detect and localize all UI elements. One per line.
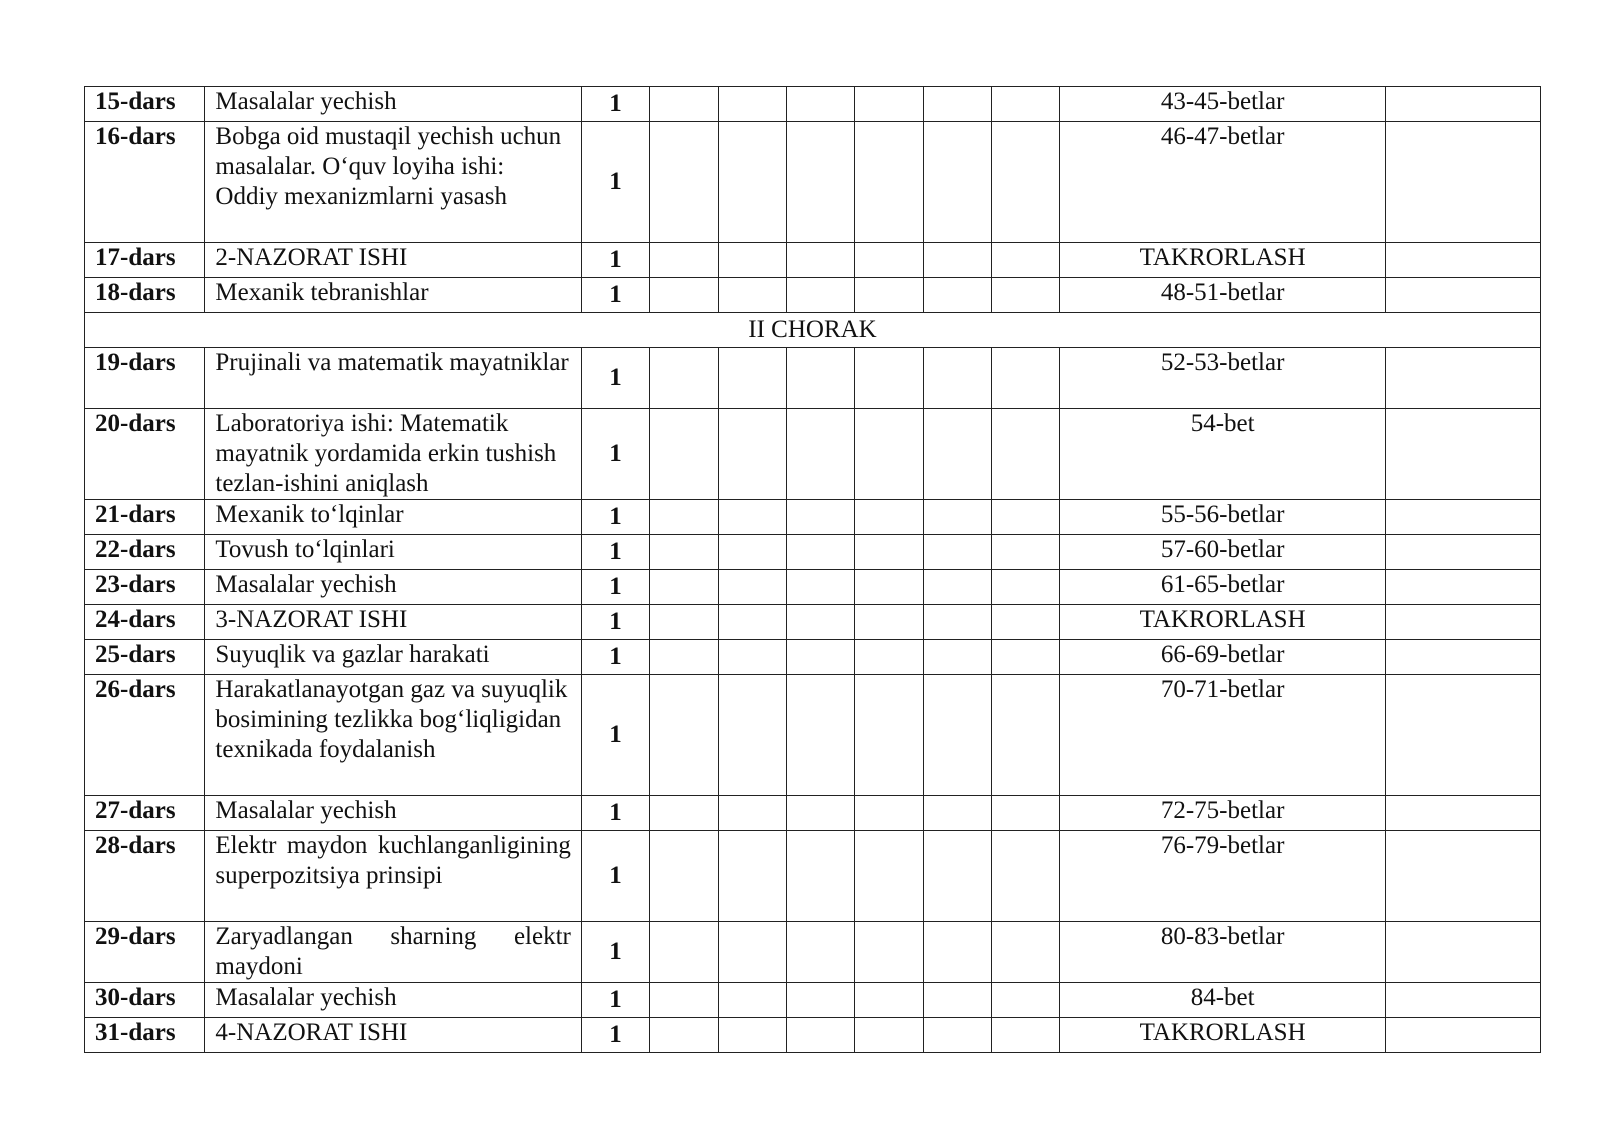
- hours-cell: 1: [581, 348, 649, 409]
- empty-date-cell: [786, 570, 854, 605]
- empty-date-cell: [718, 243, 786, 278]
- empty-date-cell: [923, 675, 991, 796]
- pages-cell: TAKRORLASH: [1060, 243, 1385, 278]
- empty-date-cell: [992, 640, 1060, 675]
- empty-date-cell: [923, 796, 991, 831]
- lesson-number-cell: 30-dars: [85, 983, 205, 1018]
- table-row: [85, 243, 1541, 278]
- notes-cell: [1385, 640, 1540, 675]
- lesson-topic-cell: Masalalar yechish: [205, 87, 581, 122]
- empty-date-cell: [650, 278, 718, 313]
- empty-date-cell: [923, 640, 991, 675]
- table-row: [85, 122, 1541, 243]
- notes-cell: [1385, 500, 1540, 535]
- empty-date-cell: [786, 348, 854, 409]
- hours-cell: 1: [581, 605, 649, 640]
- empty-date-cell: [923, 605, 991, 640]
- empty-date-cell: [992, 278, 1060, 313]
- empty-date-cell: [855, 675, 923, 796]
- empty-date-cell: [786, 1018, 854, 1053]
- empty-date-cell: [718, 409, 786, 500]
- empty-date-cell: [718, 640, 786, 675]
- pages-cell: 52-53-betlar: [1060, 348, 1385, 409]
- hours-cell: 1: [581, 500, 649, 535]
- empty-date-cell: [992, 605, 1060, 640]
- empty-date-cell: [923, 1018, 991, 1053]
- empty-date-cell: [992, 675, 1060, 796]
- pages-cell: 43-45-betlar: [1060, 87, 1385, 122]
- empty-date-cell: [650, 1018, 718, 1053]
- lesson-number-cell: 17-dars: [85, 243, 205, 278]
- lesson-topic-cell: Masalalar yechish: [205, 983, 581, 1018]
- table-row: [85, 535, 1541, 570]
- lesson-number-cell: 19-dars: [85, 348, 205, 409]
- empty-date-cell: [855, 278, 923, 313]
- lesson-number-cell: 26-dars: [85, 675, 205, 796]
- hours-cell: 1: [581, 87, 649, 122]
- empty-date-cell: [855, 640, 923, 675]
- lesson-topic-cell: Prujinali va matematik mayatniklar: [205, 348, 581, 409]
- table-body-part-2: [85, 348, 1541, 1053]
- empty-date-cell: [786, 675, 854, 796]
- lesson-topic-cell: Bobga oid mustaqil yechish uchun masalalar. O‘quv loyiha ishi: Oddiy mexanizmlarni yasash: [205, 122, 581, 243]
- notes-cell: [1385, 278, 1540, 313]
- hours-cell: 1: [581, 570, 649, 605]
- lesson-number-cell: 24-dars: [85, 605, 205, 640]
- empty-date-cell: [992, 570, 1060, 605]
- empty-date-cell: [786, 983, 854, 1018]
- notes-cell: [1385, 831, 1540, 922]
- notes-cell: [1385, 605, 1540, 640]
- table-row: [85, 348, 1541, 409]
- empty-date-cell: [855, 122, 923, 243]
- empty-date-cell: [923, 922, 991, 983]
- empty-date-cell: [992, 535, 1060, 570]
- pages-cell: 76-79-betlar: [1060, 831, 1385, 922]
- hours-cell: 1: [581, 1018, 649, 1053]
- empty-date-cell: [992, 983, 1060, 1018]
- table-row: [85, 605, 1541, 640]
- pages-cell: 46-47-betlar: [1060, 122, 1385, 243]
- pages-cell: 80-83-betlar: [1060, 922, 1385, 983]
- empty-date-cell: [786, 500, 854, 535]
- empty-date-cell: [718, 983, 786, 1018]
- empty-date-cell: [718, 796, 786, 831]
- empty-date-cell: [923, 500, 991, 535]
- empty-date-cell: [923, 409, 991, 500]
- lesson-topic-cell: Mexanik tebranishlar: [205, 278, 581, 313]
- lesson-number-cell: 25-dars: [85, 640, 205, 675]
- empty-date-cell: [786, 535, 854, 570]
- notes-cell: [1385, 570, 1540, 605]
- empty-date-cell: [992, 243, 1060, 278]
- empty-date-cell: [650, 831, 718, 922]
- table-row: [85, 500, 1541, 535]
- lesson-topic-cell: Tovush to‘lqinlari: [205, 535, 581, 570]
- empty-date-cell: [786, 278, 854, 313]
- empty-date-cell: [650, 535, 718, 570]
- notes-cell: [1385, 983, 1540, 1018]
- lesson-number-cell: 16-dars: [85, 122, 205, 243]
- table-row: [85, 87, 1541, 122]
- hours-cell: 1: [581, 278, 649, 313]
- section-title: II CHORAK: [85, 313, 1541, 348]
- empty-date-cell: [786, 122, 854, 243]
- empty-date-cell: [992, 87, 1060, 122]
- hours-cell: 1: [581, 409, 649, 500]
- empty-date-cell: [923, 983, 991, 1018]
- notes-cell: [1385, 122, 1540, 243]
- pages-cell: TAKRORLASH: [1060, 1018, 1385, 1053]
- hours-cell: 1: [581, 983, 649, 1018]
- empty-date-cell: [718, 87, 786, 122]
- notes-cell: [1385, 675, 1540, 796]
- empty-date-cell: [650, 640, 718, 675]
- hours-cell: 1: [581, 640, 649, 675]
- notes-cell: [1385, 922, 1540, 983]
- empty-date-cell: [650, 243, 718, 278]
- lesson-topic-cell: Harakatlanayotgan gaz va suyuqlik bosimining tezlikka bog‘liqligidan texnikada foydalanish: [205, 675, 581, 796]
- empty-date-cell: [650, 675, 718, 796]
- table-row: [85, 640, 1541, 675]
- empty-date-cell: [923, 348, 991, 409]
- empty-date-cell: [718, 1018, 786, 1053]
- table-body-part-1: [85, 87, 1541, 313]
- section-header-body: [85, 313, 1541, 348]
- notes-cell: [1385, 796, 1540, 831]
- lesson-topic-cell: Suyuqlik va gazlar harakati: [205, 640, 581, 675]
- hours-cell: 1: [581, 831, 649, 922]
- empty-date-cell: [855, 1018, 923, 1053]
- empty-date-cell: [923, 243, 991, 278]
- table-row: [85, 922, 1541, 983]
- empty-date-cell: [855, 796, 923, 831]
- lesson-topic-cell: Masalalar yechish: [205, 570, 581, 605]
- empty-date-cell: [855, 983, 923, 1018]
- empty-date-cell: [855, 243, 923, 278]
- hours-cell: 1: [581, 922, 649, 983]
- lesson-number-cell: 20-dars: [85, 409, 205, 500]
- pages-cell: 70-71-betlar: [1060, 675, 1385, 796]
- empty-date-cell: [855, 605, 923, 640]
- pages-cell: 54-bet: [1060, 409, 1385, 500]
- empty-date-cell: [992, 409, 1060, 500]
- empty-date-cell: [855, 348, 923, 409]
- pages-cell: 57-60-betlar: [1060, 535, 1385, 570]
- empty-date-cell: [650, 87, 718, 122]
- pages-cell: TAKRORLASH: [1060, 605, 1385, 640]
- lesson-topic-cell: Masalalar yechish: [205, 796, 581, 831]
- hours-cell: 1: [581, 122, 649, 243]
- empty-date-cell: [650, 922, 718, 983]
- notes-cell: [1385, 243, 1540, 278]
- empty-date-cell: [855, 500, 923, 535]
- empty-date-cell: [786, 796, 854, 831]
- empty-date-cell: [786, 831, 854, 922]
- empty-date-cell: [718, 605, 786, 640]
- hours-cell: 1: [581, 535, 649, 570]
- lesson-number-cell: 18-dars: [85, 278, 205, 313]
- lesson-topic-cell: Elektr maydon kuchlanganligining superpozitsiya prinsipi: [205, 831, 581, 922]
- hours-cell: 1: [581, 796, 649, 831]
- table-row: [85, 983, 1541, 1018]
- lesson-number-cell: 28-dars: [85, 831, 205, 922]
- empty-date-cell: [923, 831, 991, 922]
- empty-date-cell: [923, 87, 991, 122]
- table-row: [85, 278, 1541, 313]
- empty-date-cell: [718, 675, 786, 796]
- empty-date-cell: [855, 570, 923, 605]
- table-row: [85, 831, 1541, 922]
- empty-date-cell: [650, 983, 718, 1018]
- empty-date-cell: [718, 922, 786, 983]
- pages-cell: 48-51-betlar: [1060, 278, 1385, 313]
- notes-cell: [1385, 535, 1540, 570]
- empty-date-cell: [786, 605, 854, 640]
- lesson-topic-cell: Laboratoriya ishi: Matematik mayatnik yordamida erkin tushish tezlan-ishini aniqlash: [205, 409, 581, 500]
- empty-date-cell: [718, 122, 786, 243]
- empty-date-cell: [718, 570, 786, 605]
- lesson-number-cell: 27-dars: [85, 796, 205, 831]
- empty-date-cell: [992, 796, 1060, 831]
- table-row: [85, 570, 1541, 605]
- empty-date-cell: [786, 243, 854, 278]
- table-row: [85, 409, 1541, 500]
- empty-date-cell: [923, 535, 991, 570]
- lesson-number-cell: 15-dars: [85, 87, 205, 122]
- empty-date-cell: [855, 87, 923, 122]
- empty-date-cell: [650, 348, 718, 409]
- empty-date-cell: [992, 1018, 1060, 1053]
- hours-cell: 1: [581, 243, 649, 278]
- hours-cell: 1: [581, 675, 649, 796]
- lesson-number-cell: 21-dars: [85, 500, 205, 535]
- empty-date-cell: [718, 535, 786, 570]
- table-row: [85, 675, 1541, 796]
- lesson-number-cell: 29-dars: [85, 922, 205, 983]
- lesson-topic-cell: 2-NAZORAT ISHI: [205, 243, 581, 278]
- lesson-number-cell: 23-dars: [85, 570, 205, 605]
- lesson-number-cell: 31-dars: [85, 1018, 205, 1053]
- empty-date-cell: [786, 87, 854, 122]
- table-row: [85, 1018, 1541, 1053]
- section-header-row: [85, 313, 1541, 348]
- empty-date-cell: [650, 500, 718, 535]
- empty-date-cell: [992, 922, 1060, 983]
- pages-cell: 72-75-betlar: [1060, 796, 1385, 831]
- lesson-topic-cell: Zaryadlangan sharning elektr maydoni: [205, 922, 581, 983]
- empty-date-cell: [718, 500, 786, 535]
- lesson-topic-cell: 4-NAZORAT ISHI: [205, 1018, 581, 1053]
- notes-cell: [1385, 409, 1540, 500]
- empty-date-cell: [855, 409, 923, 500]
- lesson-topic-cell: 3-NAZORAT ISHI: [205, 605, 581, 640]
- empty-date-cell: [992, 348, 1060, 409]
- empty-date-cell: [923, 122, 991, 243]
- pages-cell: 55-56-betlar: [1060, 500, 1385, 535]
- pages-cell: 66-69-betlar: [1060, 640, 1385, 675]
- empty-date-cell: [650, 570, 718, 605]
- pages-cell: 61-65-betlar: [1060, 570, 1385, 605]
- empty-date-cell: [923, 570, 991, 605]
- empty-date-cell: [650, 796, 718, 831]
- empty-date-cell: [923, 278, 991, 313]
- empty-date-cell: [855, 831, 923, 922]
- empty-date-cell: [718, 831, 786, 922]
- empty-date-cell: [855, 535, 923, 570]
- lesson-plan-table: [84, 86, 1541, 1053]
- pages-cell: 84-bet: [1060, 983, 1385, 1018]
- empty-date-cell: [855, 922, 923, 983]
- empty-date-cell: [718, 278, 786, 313]
- empty-date-cell: [718, 348, 786, 409]
- empty-date-cell: [650, 122, 718, 243]
- lesson-topic-cell: Mexanik to‘lqinlar: [205, 500, 581, 535]
- notes-cell: [1385, 348, 1540, 409]
- empty-date-cell: [992, 122, 1060, 243]
- empty-date-cell: [992, 831, 1060, 922]
- empty-date-cell: [650, 409, 718, 500]
- notes-cell: [1385, 1018, 1540, 1053]
- empty-date-cell: [650, 605, 718, 640]
- lesson-number-cell: 22-dars: [85, 535, 205, 570]
- empty-date-cell: [992, 500, 1060, 535]
- empty-date-cell: [786, 922, 854, 983]
- empty-date-cell: [786, 409, 854, 500]
- notes-cell: [1385, 87, 1540, 122]
- empty-date-cell: [786, 640, 854, 675]
- table-row: [85, 796, 1541, 831]
